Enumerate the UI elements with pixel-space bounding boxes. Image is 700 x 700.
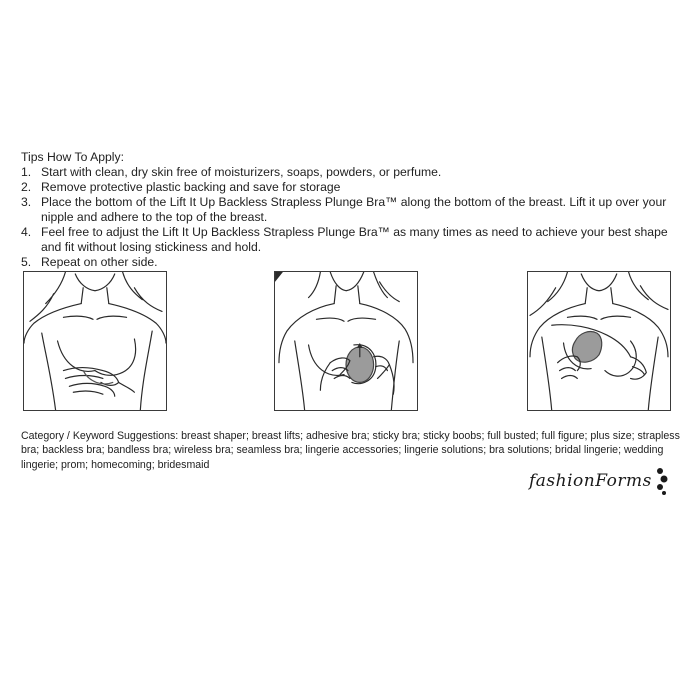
step-text: Repeat on other side. <box>41 255 158 269</box>
brand-mark-icon <box>655 467 669 495</box>
step-number: 4. <box>21 225 32 239</box>
illustration-step-lift <box>274 271 418 411</box>
step-number: 1. <box>21 165 32 179</box>
step-text: Feel free to adjust the Lift It Up Backless Strapless Plunge Bra™ as many times as need to achieve your best shape and fit without losing stickiness and hold. <box>41 225 668 254</box>
illustration-step-adhere <box>527 271 671 411</box>
step-number: 2. <box>21 180 32 194</box>
brand-logo <box>529 466 669 496</box>
step-item <box>21 180 671 195</box>
steps-list <box>21 165 671 270</box>
brand-name: fashionForms <box>529 471 652 491</box>
step-item <box>21 195 671 225</box>
figure-lifting-bra-illustration <box>275 272 417 410</box>
step-text: Start with clean, dry skin free of moisturizers, soaps, powders, or perfume. <box>41 165 442 179</box>
step-item <box>21 165 671 180</box>
figure-placing-bra-illustration <box>24 272 166 410</box>
keyword-suggestions: Category / Keyword Suggestions: breast shaper; breast lifts; adhesive bra; sticky bra; sticky boobs; full busted; full figure; plus size; strapless bra; backless bra; bandless bra; wireless bra; seamless bra; lingerie accessories; lingerie solutions; bra solutions; bridal lingerie; wedding lingerie; prom; homecoming; bridesmaid <box>21 429 680 471</box>
instructions-heading: Tips How To Apply: <box>21 150 124 164</box>
illustration-step-place <box>23 271 167 411</box>
step-text: Place the bottom of the Lift It Up Backless Strapless Plunge Bra™ along the bottom of the breast. Lift it up over your nipple and adhere to the top of the breast. <box>41 195 667 224</box>
step-number: 3. <box>21 195 32 209</box>
step-text: Remove protective plastic backing and save for storage <box>41 180 341 194</box>
step-number: 5. <box>21 255 32 269</box>
figure-adhering-bra-illustration <box>528 272 670 410</box>
step-item <box>21 255 671 270</box>
application-instructions <box>21 150 671 270</box>
step-item <box>21 225 671 255</box>
